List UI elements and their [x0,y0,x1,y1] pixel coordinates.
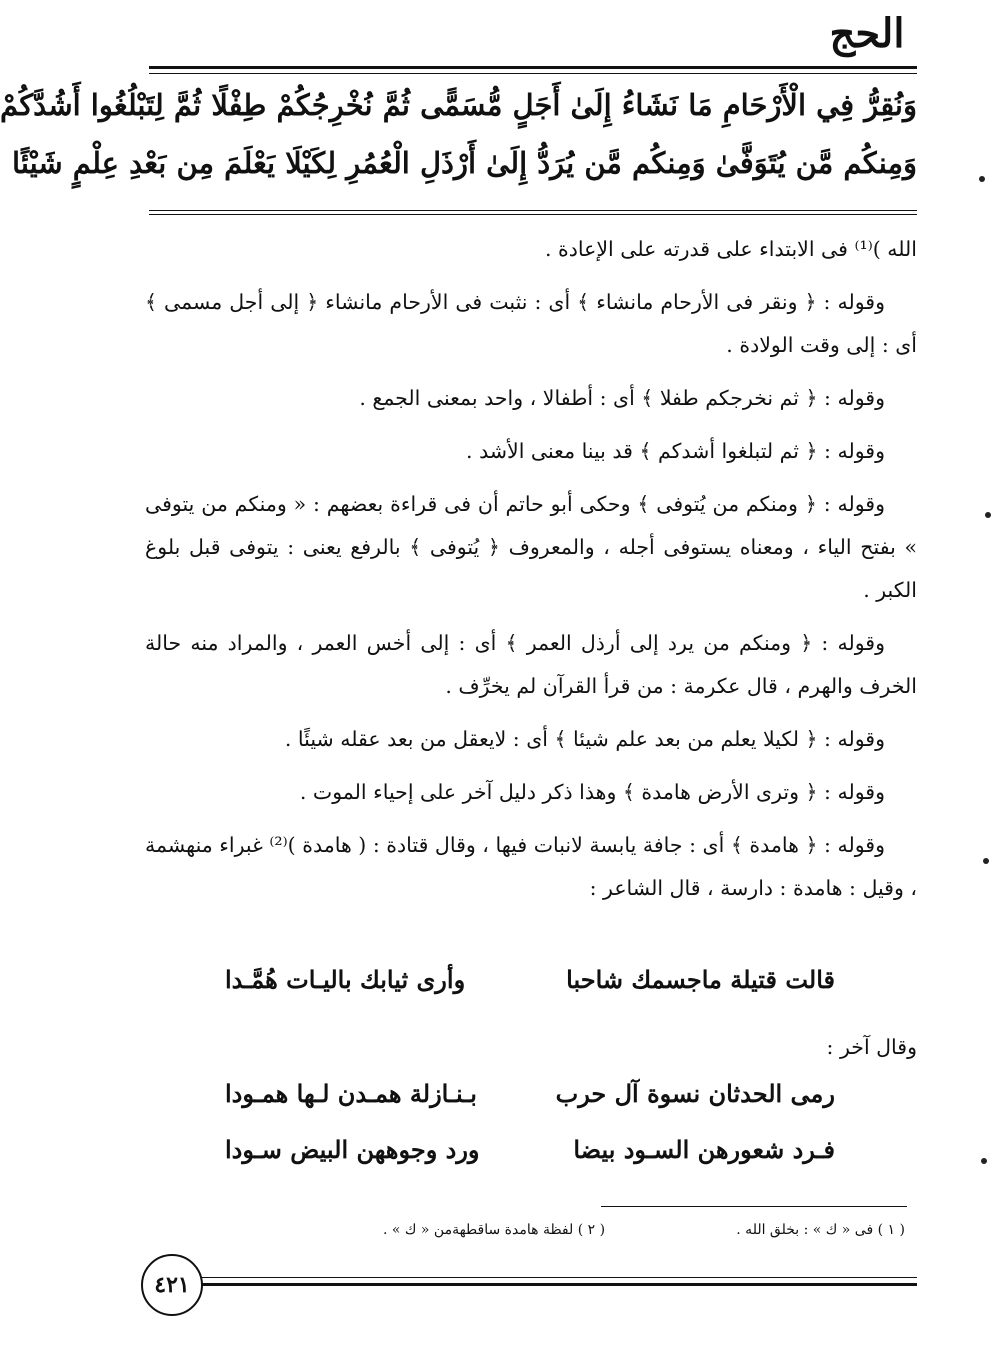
header-rule-thin [149,73,917,74]
poem-verse [145,1072,917,1116]
margin-dot [981,1158,987,1164]
margin-dot [979,176,985,182]
commentary-paragraph: وقوله : ﴿ ونقر فى الأرحام مانشاء ﴾ أى : نثبت فى الأرحام مانشاء ﴿ إلى أجل مسمى ﴾ أى : إلى وقت الولادة . [145,290,917,357]
commentary-paragraph: الله )⁽¹⁾ فى الابتداء على قدرته على الإعادة . [544,237,917,261]
poem-verse [145,958,917,1002]
quran-verse-line-1: وَنُقِرُّ فِي الْأَرْحَامِ مَا نَشَاءُ إِلَىٰ أَجَلٍ مُّسَمًّى ثُمَّ نُخْرِجُكُمْ طِفْلًا ثُمَّ لِتَبْلُغُوا أَشُدَّكُمْ [0,88,917,122]
quran-verse-line-2: وَمِنكُم مَّن يُتَوَفَّىٰ وَمِنكُم مَّن يُرَدُّ إِلَىٰ أَرْذَلِ الْعُمُرِ لِكَيْلَا يَعْلَمَ مِن بَعْدِ عِلْمٍ شَيْئًا [12,146,917,180]
verse-rule-1 [149,210,917,211]
footnote-1: ( ١ ) فى « ك » : بخلق الله . [736,1222,905,1238]
poem-verse [145,1128,917,1172]
poem-hemistich-first: فـرد شعورهن السـود بيضا [573,1135,835,1164]
footer-rule-thick [195,1283,917,1286]
commentary-paragraph: وقوله : ﴿ ثم نخرجكم طفلا ﴾ أى : أطفالا ، واحد بمعنى الجمع . [359,386,885,410]
commentary-paragraph: وقوله : ﴿ هامدة ﴾ أى : جافة يابسة لانبات فيها ، وقال قتادة : ( هامدة )⁽²⁾ غبراء منهشمة ، وقيل : هامدة : دارسة ، قال الشاعر : [145,833,917,900]
commentary-paragraph: وقوله : ﴿ ثم لتبلغوا أشدكم ﴾ قد بينا معنى الأشد . [466,439,885,463]
page-number: ٤٢١ [141,1254,203,1316]
commentary-body [145,228,917,920]
poem-hemistich-first: رمى الحدثان نسوة آل حرب [555,1079,835,1108]
commentary-paragraph: وقوله : ﴿ وترى الأرض هامدة ﴾ وهذا ذكر دليل آخر على إحياء الموت . [299,780,885,804]
margin-dot [983,858,989,864]
commentary-paragraph: وقوله : ﴿ لكيلا يعلم من بعد علم شيئا ﴾ أى : لايعقل من بعد عقله شيئًا . [284,727,885,751]
poem-hemistich-second: بـنـازلة همـدن لـها همـودا [225,1079,477,1108]
another-poet-label: وقال آخر : [826,1035,917,1059]
margin-dot [985,512,991,518]
header-rule-thick [149,66,917,69]
footnote-separator [601,1206,907,1207]
verse-rule-2 [149,214,917,215]
commentary-paragraph: وقوله : ﴿ ومنكم من يرد إلى أرذل العمر ﴾ أى : إلى أخس العمر ، والمراد منه حالة الخرف والهرم ، قال عكرمة : من قرأ القرآن لم يخرِّف . [145,631,917,698]
footer-rule-thin [195,1277,917,1278]
page-header-title: الحج [829,10,905,57]
poem-hemistich-second: ورد وجوههن البيض سـودا [225,1135,480,1164]
commentary-paragraph: وقوله : ﴿ ومنكم من يُتوفى ﴾ وحكى أبو حاتم أن فى قراءة بعضهم : « ومنكم من يتوفى » بفتح الياء ، ومعناه يستوفى أجله ، والمعروف ﴿ يُتوفى ﴾ بالرفع يعنى : يتوفى قبل بلوغ الكبر . [145,492,917,602]
poem-hemistich-second: وأرى ثيابك باليـات هُمَّـدا [225,965,466,994]
footnote-2: ( ٢ ) لفظة هامدة ساقطهةمن « ك » . [383,1222,606,1238]
poem-hemistich-first: قالت قتيلة ماجسمك شاحبا [566,965,835,994]
